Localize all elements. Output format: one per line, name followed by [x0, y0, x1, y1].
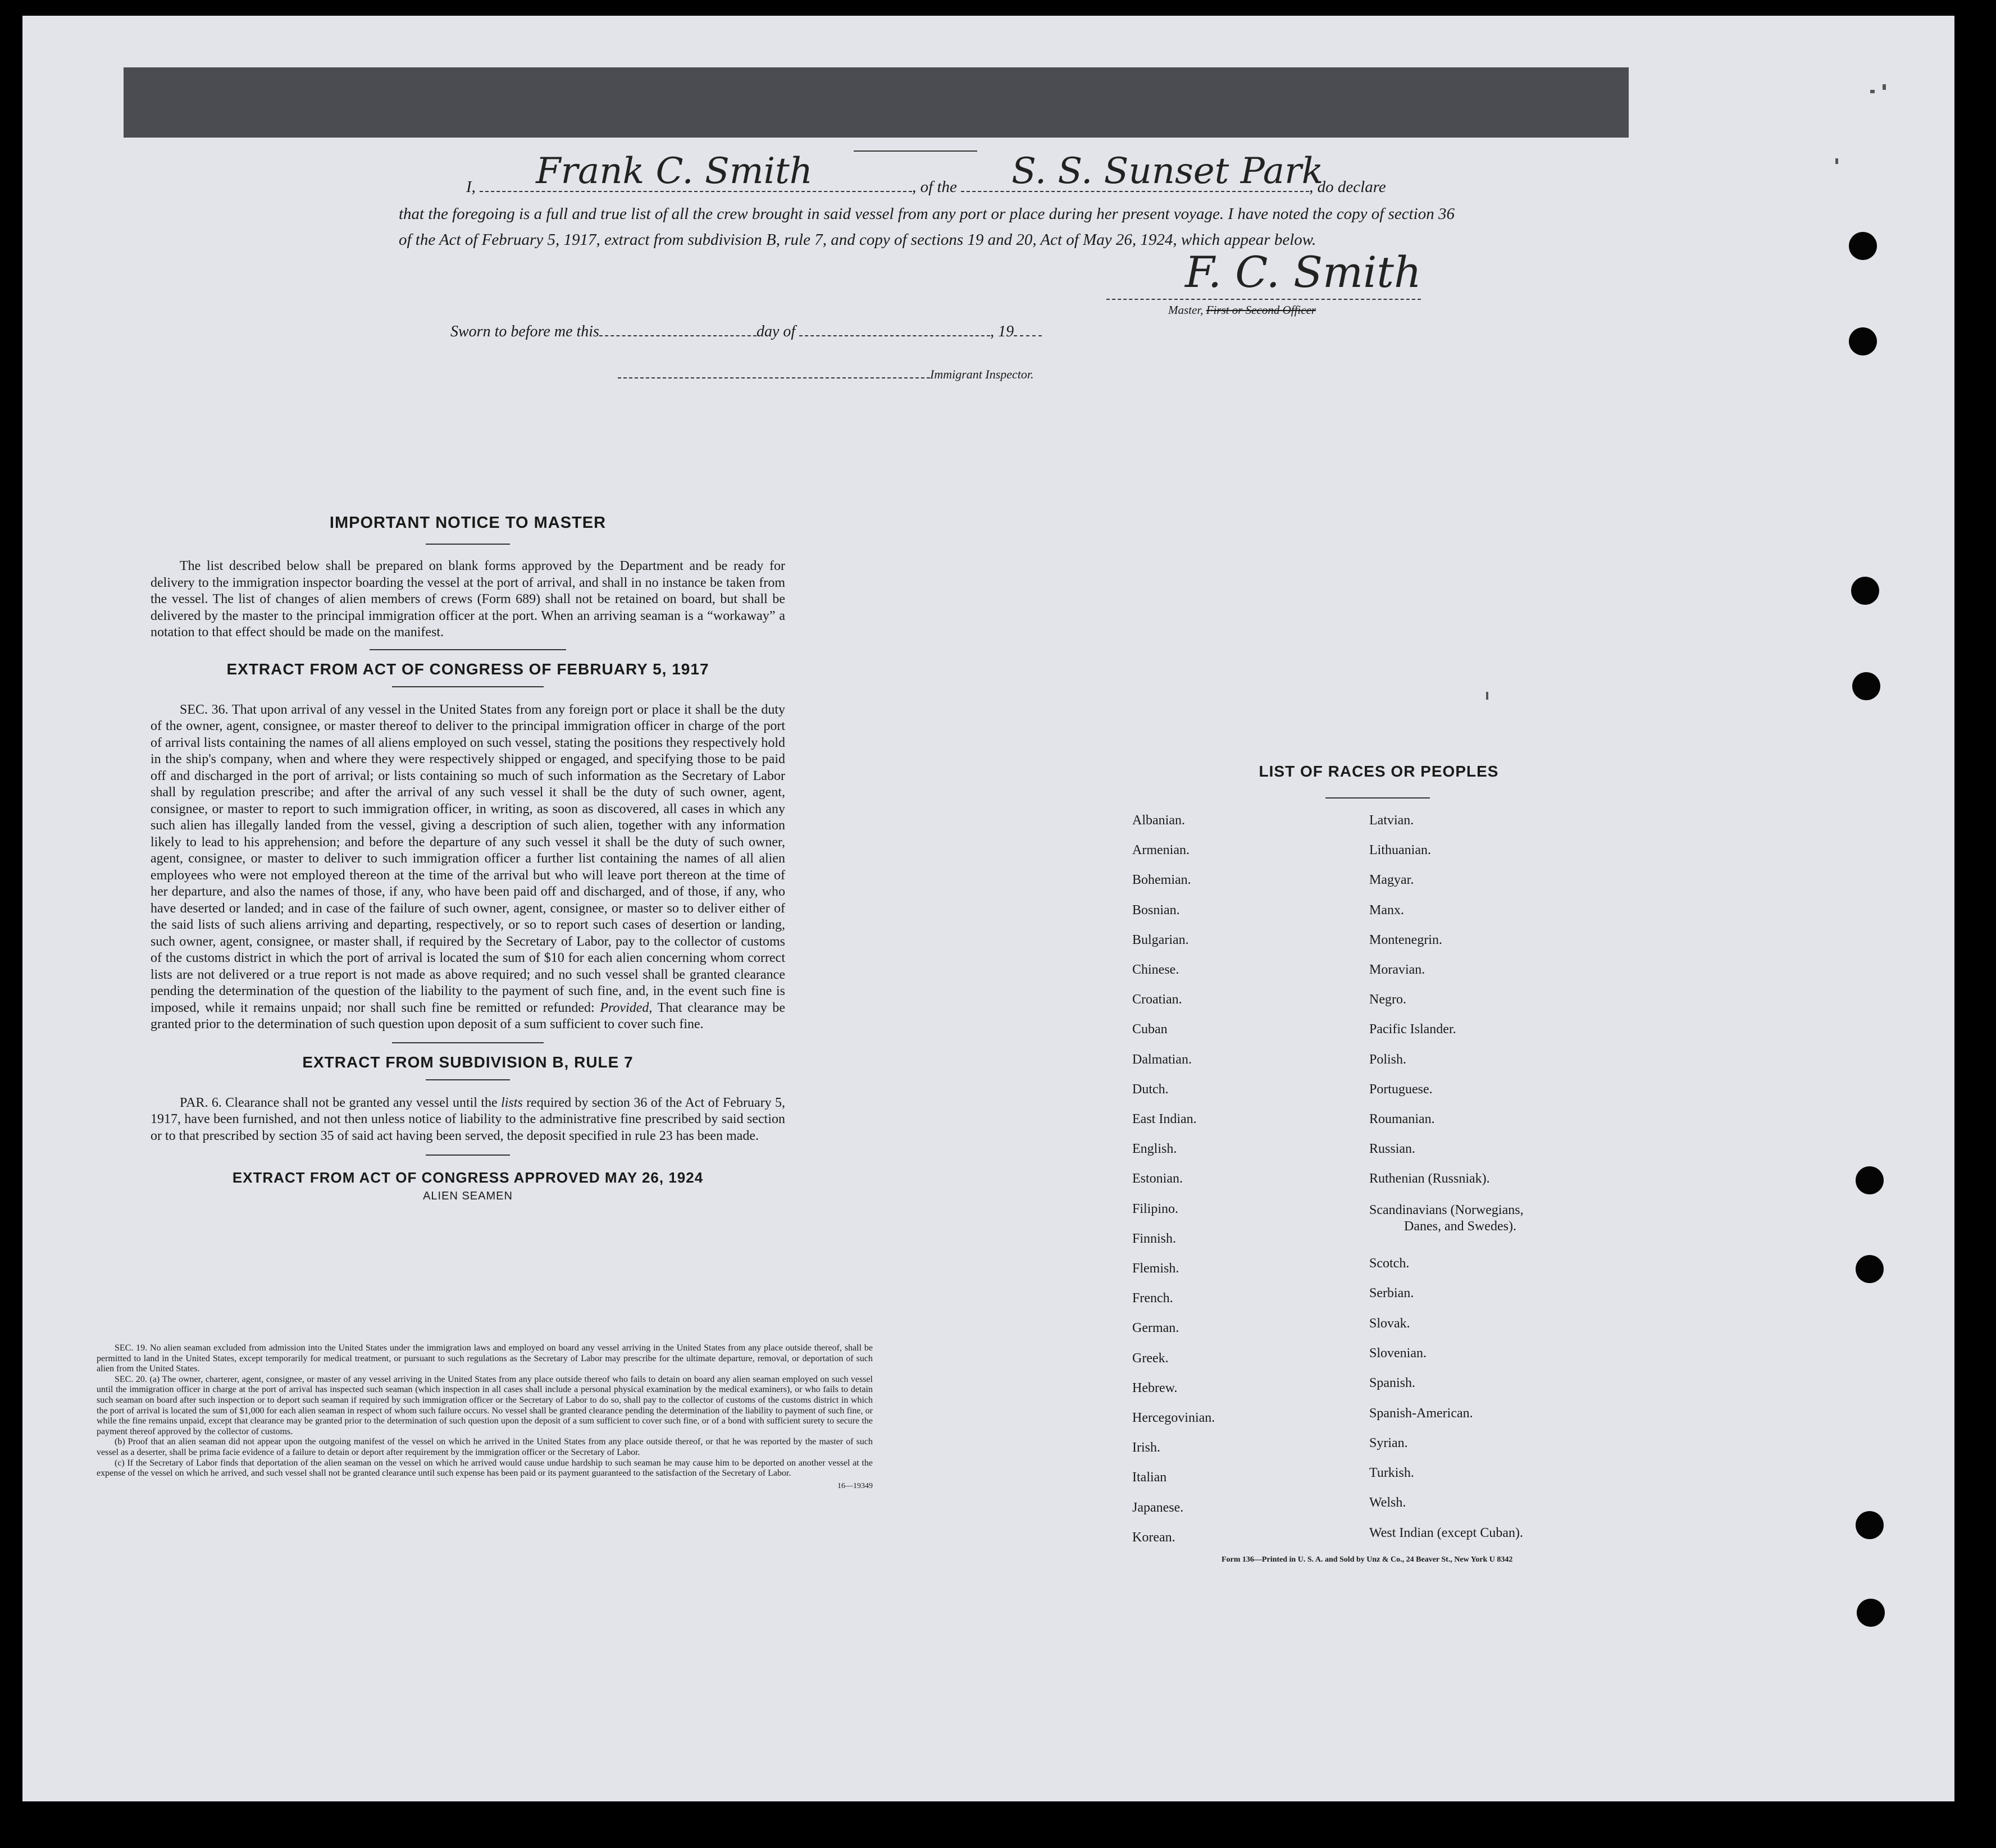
extract-1924-body	[97, 1343, 873, 1491]
race-item: Latvian.	[1369, 813, 1414, 828]
binder-hole	[1856, 1166, 1884, 1194]
race-item: Flemish.	[1132, 1261, 1179, 1276]
scan-dark-band	[124, 67, 1629, 138]
race-item: Negro.	[1369, 992, 1406, 1007]
declaration-text: that the foregoing is a full and true list of all the crew brought in said vessel from any port or place during her present voyage. I have noted the copy of section 36 of the Act of February 5, 1917, extract from subdivision B, rule 7, and copy of sections 19 and 20, Act of May 26, 1924, which appear below.	[399, 205, 1455, 249]
race-item: Turkish.	[1369, 1466, 1414, 1481]
races-title: LIST OF RACES OR PEOPLES	[1259, 763, 1499, 780]
race-item: Scotch.	[1369, 1256, 1410, 1271]
form-code: 16—19349	[837, 1481, 873, 1490]
scan-speck	[1486, 692, 1488, 700]
scan-speck	[1870, 90, 1875, 93]
race-item: Bulgarian.	[1132, 932, 1189, 947]
declaration-of-the: , of the	[912, 178, 957, 196]
race-item: German.	[1132, 1321, 1179, 1336]
signature-dashline	[1106, 299, 1421, 300]
race-item: Dutch.	[1132, 1082, 1169, 1097]
notice-title: IMPORTANT NOTICE TO MASTER	[329, 514, 607, 532]
race-item: Welsh.	[1369, 1495, 1406, 1511]
race-item: Manx.	[1369, 902, 1404, 918]
binder-hole	[1849, 232, 1877, 260]
race-item: Japanese.	[1132, 1500, 1184, 1515]
scan-speck	[1883, 84, 1886, 90]
race-item: English.	[1132, 1142, 1177, 1157]
sworn-line: Sworn to before me this day of , 19	[450, 323, 1042, 341]
race-item: Roumanian.	[1369, 1112, 1435, 1126]
race-item: Finnish.	[1132, 1231, 1177, 1246]
section-20a: SEC. 20. (a) The owner, charterer, agent, consignee, or master of any vessel arriving in the United States from any place outside thereof who fails to detain on board any alien seaman employed on such vessel until the immigration officer in charge at the port of arrival has inspected such seaman (which inspection in all cases shall include a personal physical examination by the medical examiners), or who fails to detain such seaman on board after such inspection or to deport such seaman if required by such immigration officer or the Secretary of Labor to do so, shall pay to the collector of customs of the customs district in which the port of arrival is located the sum of $1,000 for each alien seaman in respect of whom such failure occurs. No vessel shall be granted clearance pending the determination of the liability to payment of such fine, or while the fine remains unpaid, except that clearance may be granted prior to the determination of such question upon the deposit of a sum sufficient to cover such fine, or of a bond with sufficient surety to secure the payment thereof approved by the collector of customs.	[97, 1374, 873, 1436]
binder-hole	[1852, 672, 1880, 700]
race-item: Korean.	[1132, 1530, 1175, 1545]
race-item: Bohemian.	[1132, 873, 1191, 888]
binder-hole	[1851, 577, 1879, 605]
handwritten-signature: F. C. Smith	[1185, 247, 1421, 297]
race-item: Armenian.	[1132, 843, 1190, 858]
race-item: Irish.	[1132, 1440, 1160, 1455]
race-item: Estonian.	[1132, 1171, 1183, 1187]
race-item: Danes, and Swedes).	[1404, 1219, 1516, 1234]
race-item: Croatian.	[1132, 992, 1182, 1007]
race-item: Cuban	[1132, 1022, 1168, 1037]
declaration-i: I,	[466, 178, 476, 196]
binder-hole	[1849, 327, 1877, 355]
race-item: Slovak.	[1369, 1316, 1410, 1331]
race-item: East Indian.	[1132, 1112, 1197, 1126]
race-item: Albanian.	[1132, 813, 1185, 828]
declaration-line	[466, 150, 1455, 197]
struck-officer-label: First or Second Officer	[1206, 303, 1316, 317]
binder-hole	[1857, 1599, 1885, 1627]
rule7-title: EXTRACT FROM SUBDIVISION B, RULE 7	[302, 1053, 634, 1071]
race-item: Scandinavians (Norwegians,	[1369, 1203, 1524, 1217]
race-item: Montenegrin.	[1369, 932, 1442, 947]
master-label: Master, First or Second Officer	[1168, 303, 1316, 317]
section-20c: (c) If the Secretary of Labor finds that deportation of the alien seaman on the vessel on which he arrived would cause undue hardship to such seaman he may cause him to be deported on another vessel at the expense of the vessel on which he arrived, and such vessel shall not be granted clearance until such expense has been paid or its payment guaranteed to the satisfaction of the Secretary of Labor.	[97, 1458, 873, 1479]
race-item: Slovenian.	[1369, 1345, 1427, 1361]
handwritten-master-name: Frank C. Smith	[536, 150, 813, 192]
binder-hole	[1856, 1255, 1884, 1283]
race-item: Chinese.	[1132, 962, 1179, 977]
declaration-do-declare: , do declare	[1309, 178, 1386, 196]
race-item: Spanish.	[1369, 1376, 1416, 1391]
race-item: Moravian.	[1369, 962, 1425, 977]
race-item: Lithuanian.	[1369, 843, 1431, 858]
printer-footer: Form 136—Printed in U. S. A. and Sold by Unz & Co., 24 Beaver St., New York U 8342	[1222, 1555, 1513, 1564]
extract-1917-title: EXTRACT FROM ACT OF CONGRESS OF FEBRUARY 5, 1917	[226, 660, 709, 678]
notice-section	[151, 514, 785, 1208]
race-item: Dalmatian.	[1132, 1052, 1192, 1067]
race-item: French.	[1132, 1291, 1173, 1306]
inspector-line: Immigrant Inspector.	[618, 367, 1034, 382]
section-20b: (b) Proof that an alien seaman did not appear upon the outgoing manifest of the vessel on which he arrived in the United States from any place outside thereof, or that he was reported by the master of such vessel as a deserter, shall be prima facie evidence of a failure to detain or deport after requirement by the immigration officer or the Secretary of Labor.	[97, 1437, 873, 1457]
race-item: Magyar.	[1369, 873, 1414, 888]
extract-1924-subtitle: ALIEN SEAMEN	[423, 1190, 513, 1202]
section-19: SEC. 19. No alien seaman excluded from admission into the United States under the immigration laws and employed on board any vessel arriving in the United States from any place outside thereof, shall be permitted to land in the United States, except temporarily for medical treatment, or pursuant to such regulations as the Secretary of Labor may prescribe for the ultimate departure, removal, or deportation of such alien from the United States.	[97, 1343, 873, 1374]
race-item: Hebrew.	[1132, 1380, 1178, 1395]
race-item: Portuguese.	[1369, 1082, 1433, 1097]
race-item: Hercegovinian.	[1132, 1411, 1215, 1425]
race-item: Syrian.	[1369, 1435, 1408, 1450]
race-item: Ruthenian (Russniak).	[1369, 1171, 1490, 1187]
race-item: Bosnian.	[1132, 902, 1180, 918]
scan-speck	[1835, 158, 1838, 164]
race-item: Greek.	[1132, 1350, 1169, 1366]
race-item: Polish.	[1369, 1052, 1407, 1067]
race-item: West Indian (except Cuban).	[1369, 1525, 1523, 1540]
race-item: Filipino.	[1132, 1201, 1179, 1216]
extract-1917-body: SEC. 36. That upon arrival of any vessel in the United States from any foreign port or place it shall be the duty of the owner, agent, consignee, or master thereof to deliver to the principal immigration officer in charge of the port of arrival lists containing the names of all aliens employed on such vessel, stating the positions they respectively hold in the ship's company, when and where they were respectively shipped or engaged, and specifying those to be paid off and discharged in the port of arrival; or lists containing so much of such information as the Secretary of Labor shall by regulation prescribe; and after the arrival of any such vessel it shall be the duty of such owner, agent, consignee, or master to report to such immigration officer, in writing, as soon as discovered, all cases in which any such alien has illegally landed from the vessel, giving a description of such alien, together with any information likely to lead to his apprehension; and before the departure of any such vessel it shall be the duty of such owner, agent, consignee, or master to deliver to such immigration officer a further list containing the names of all alien employees who were not employed thereon at the time of the arrival but who will leave port thereon at the time of her departure, and also the names of those, if any, who have been paid off and discharged, and of those, if any, who have deserted or landed; and in case of the failure of such owner, agent, consignee, or master so to deliver either of the said lists of such aliens arriving and departing, respectively, or so to report such cases of desertion or landing, such owner, agent, consignee, or master shall, if required by the Secretary of Labor, pay to the collector of customs of the customs district in which the port of arrival is located the sum of $10 for each alien concerning whom correct lists are not delivered or a true report is not made as above required; and no such vessel shall be granted clearance pending the determination of the question of the liability to the payment of such fine, and, in the event such fine is imposed, while it remains unpaid; nor shall such fine be remitted or refunded: Provided, That clearance may be granted prior to the determination of such question upon deposit of a sum sufficient to cover such fine.	[151, 702, 786, 1032]
binder-hole	[1856, 1511, 1884, 1539]
notice-body: The list described below shall be prepared on blank forms approved by the Department and be ready for delivery to the immigration inspector boarding the vessel at the port of arrival, and shall in no instance be taken from the vessel. The list of changes of alien members of crews (Form 689) shall not be retained on board, but shall be delivered by the master to the principal immigration officer at the port. When an arriving seaman is a “workaway” a notation to that effect should be made on the manifest.	[151, 559, 785, 640]
rule7-body: PAR. 6. Clearance shall not be granted any vessel until the lists required by section 36 of the Act of February 5, 1917, have been furnished, and not then unless notice of liability to the administrative fine prescribed by said section or to that prescribed by section 35 of said act having been served, the deposit specified in rule 23 has been made.	[151, 1095, 786, 1143]
extract-1924-title: EXTRACT FROM ACT OF CONGRESS APPROVED MAY 26, 1924	[232, 1169, 704, 1186]
race-item: Serbian.	[1369, 1286, 1414, 1301]
race-item: Spanish-American.	[1369, 1406, 1473, 1421]
handwritten-vessel-name: S. S. Sunset Park	[1011, 150, 1324, 192]
race-item: Russian.	[1369, 1142, 1416, 1157]
race-item: Pacific Islander.	[1369, 1022, 1456, 1037]
race-item: Italian	[1132, 1470, 1167, 1485]
